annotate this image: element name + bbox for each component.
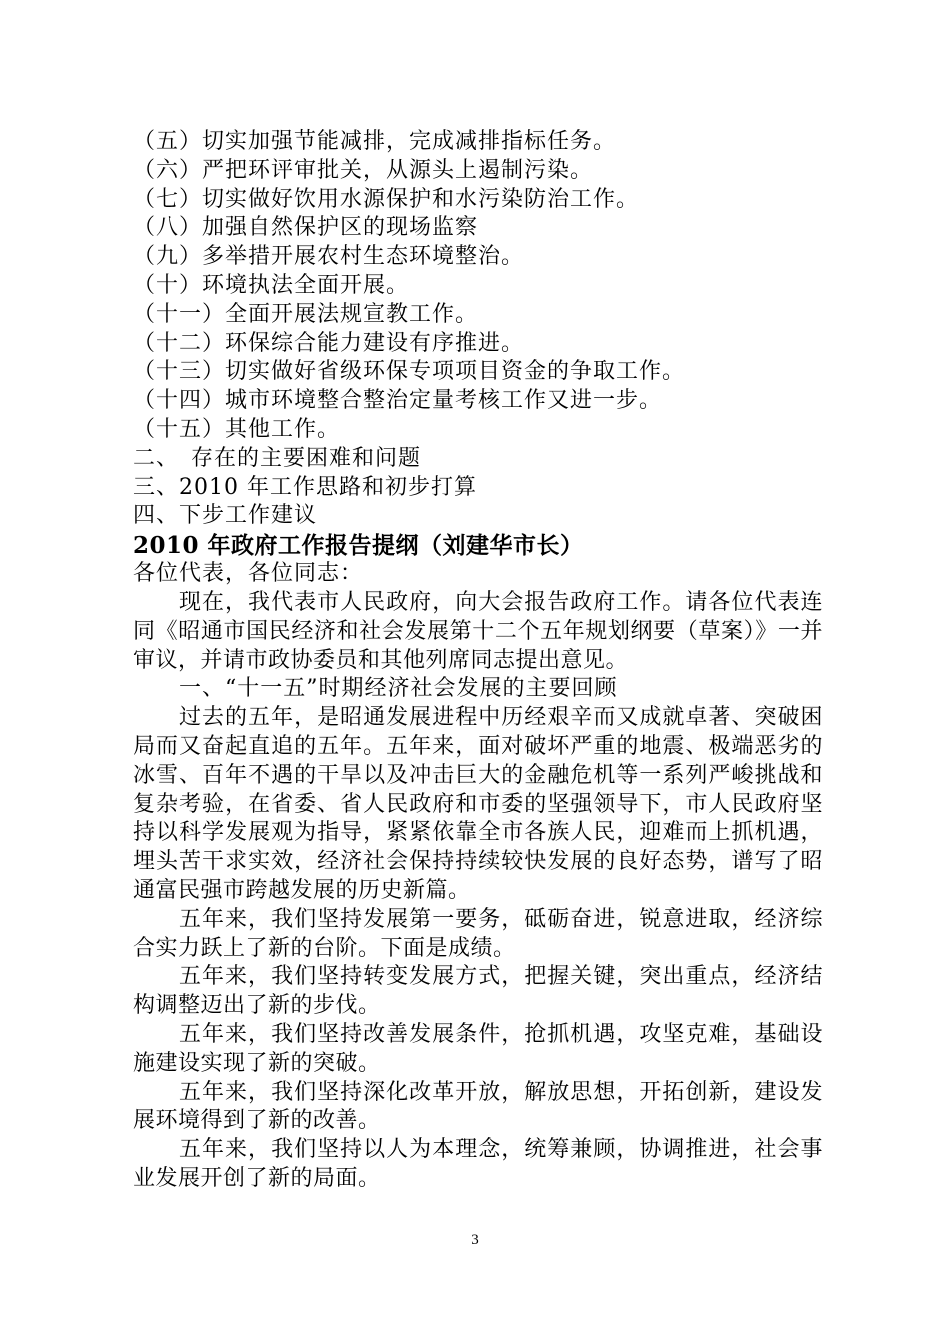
- outline-heading: 二、 存在的主要困难和问题: [133, 445, 422, 471]
- outline-item: （十五）其他工作。: [133, 416, 341, 442]
- outline-item: （十四）城市环境整合整治定量考核工作又进一步。: [133, 388, 663, 414]
- outline-item: （九）多举措开展农村生态环境整治。: [133, 244, 525, 270]
- outline-item: （十三）切实做好省级环保专项项目资金的争取工作。: [133, 359, 686, 385]
- outline-item: （五）切实加强节能减排，完成减排指标任务。: [133, 129, 617, 154]
- report-intro: 现在，我代表市人民政府，向大会报告政府工作。请各位代表连同《昭通市国民经济和社会发展第十二个五年规划纲要（草案）》一并审议，并请市政协委员和其他列席同志提出意见。: [133, 589, 823, 673]
- outline-item: （十二）环保综合能力建设有序推进。: [133, 330, 525, 356]
- outline-heading: 四、下步工作建议: [133, 503, 318, 529]
- document-page: [133, 128, 823, 1194]
- report-paragraph: 五年来，我们坚持改善发展条件，抢抓机遇，攻坚克难，基础设施建设实现了新的突破。: [133, 1021, 823, 1076]
- report-paragraph: 五年来，我们坚持深化改革开放，解放思想，开拓创新，建设发展环境得到了新的改善。: [133, 1079, 823, 1134]
- report-paragraph: 五年来，我们坚持转变发展方式，把握关键，突出重点，经济结构调整迈出了新的步伐。: [133, 964, 823, 1019]
- report-paragraph: 五年来，我们坚持以人为本理念，统筹兼顾，协调推进，社会事业发展开创了新的局面。: [133, 1137, 823, 1191]
- report-paragraph: 五年来，我们坚持发展第一要务，砥砺奋进，锐意进取，经济综合实力跃上了新的台阶。下面是成绩。: [133, 906, 823, 961]
- outline-heading: 三、2010 年工作思路和初步打算: [133, 474, 477, 500]
- page-number: 3: [471, 1232, 479, 1248]
- section-heading: 一、“十一五”时期经济社会发展的主要回顾: [179, 676, 618, 702]
- outline-item: （十）环境执法全面开展。: [133, 272, 410, 298]
- outline-list: [133, 128, 823, 531]
- outline-item: （八）加强自然保护区的现场监察: [133, 215, 479, 241]
- outline-item: （六）严把环评审批关，从源头上遏制污染。: [133, 157, 594, 183]
- report-greeting: 各位代表，各位同志：: [133, 561, 364, 587]
- report-paragraph: 过去的五年，是昭通发展进程中历经艰辛而又成就卓著、突破困局而又奋起直追的五年。五年来，面对破坏严重的地震、极端恶劣的冰雪、百年不遇的干旱以及冲击巨大的金融危机等一系列严峻挑战和复杂考验，在省委、省人民政府和市委的坚强领导下，市人民政府坚持以科学发展观为指导，紧紧依靠全市各族人民，迎难而上抓机遇，埋头苦干求实效，经济社会保持持续较快发展的良好态势，谱写了昭通富民强市跨越发展的历史新篇。: [133, 705, 823, 903]
- outline-item: （十一）全面开展法规宣教工作。: [133, 301, 479, 327]
- outline-item: （七）切实做好饮用水源保护和水污染防治工作。: [133, 186, 640, 212]
- report-title: 2010 年政府工作报告提纲（刘建华市长）: [133, 532, 584, 560]
